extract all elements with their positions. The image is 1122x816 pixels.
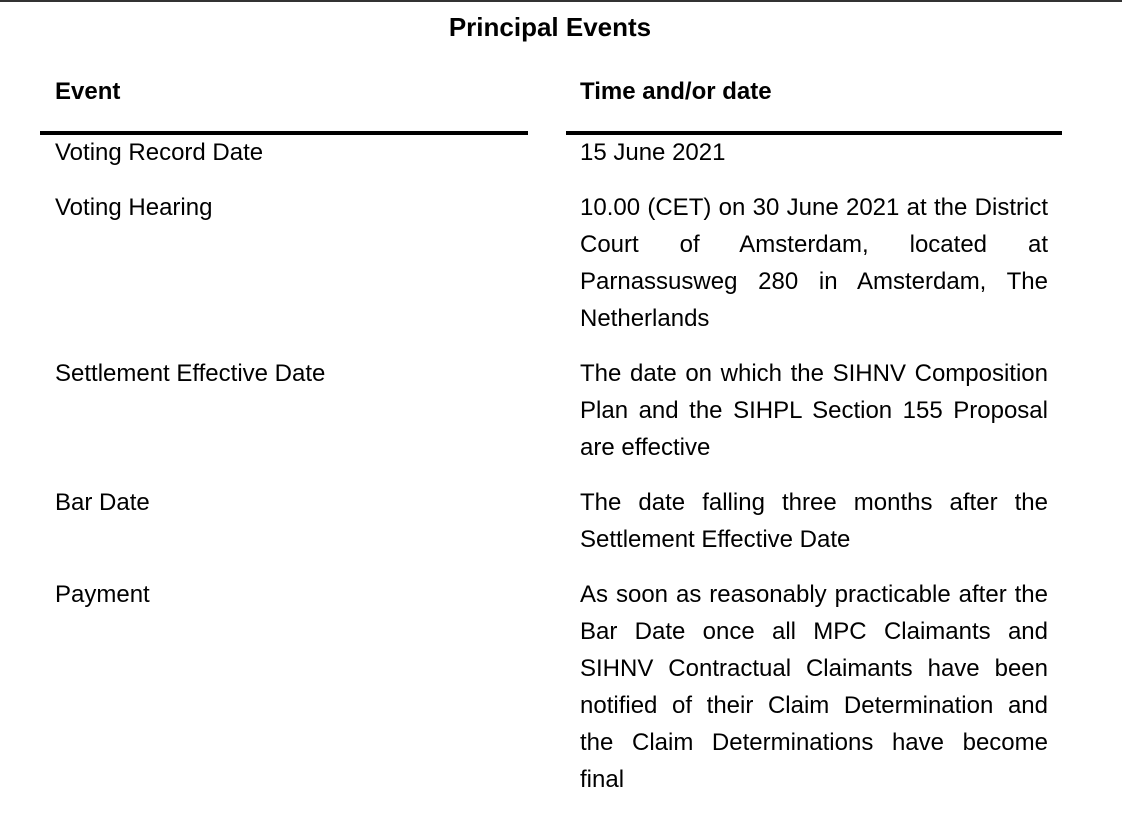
- time-cell: The date on which the SIHNV Composition Plan and the SIHPL Section 155 Proposal are effective: [580, 360, 1048, 461]
- table-row: [0, 134, 1122, 171]
- time-cell: As soon as reasonably practicable after the Bar Date once all MPC Claimants and SIHNV Contractual Claimants have been notified of their Claim Determination and the Claim Determinations have become final: [580, 581, 1048, 793]
- time-cell: The date falling three months after the Settlement Effective Date: [580, 489, 1048, 553]
- top-border-rule: [0, 0, 1122, 2]
- table-row: [0, 484, 1122, 558]
- column-header-time: Time and/or date: [580, 78, 772, 105]
- table-row: [0, 355, 1122, 466]
- events-table-body: [0, 134, 1122, 816]
- event-cell: Voting Record Date: [55, 139, 264, 166]
- page-title: Principal Events: [448, 12, 652, 42]
- time-cell: 10.00 (CET) on 30 June 2021 at the District Court of Amsterdam, located at Parnassusweg 280 in Amsterdam, The Netherlands: [580, 194, 1048, 332]
- event-cell: Voting Hearing: [55, 194, 213, 221]
- event-cell: Bar Date: [55, 489, 150, 516]
- column-header-event: Event: [55, 78, 121, 105]
- table-row: [0, 576, 1122, 798]
- event-cell: Payment: [55, 581, 150, 608]
- table-row: [0, 189, 1122, 337]
- time-cell: 15 June 2021: [580, 139, 726, 166]
- event-cell: Settlement Effective Date: [55, 360, 326, 387]
